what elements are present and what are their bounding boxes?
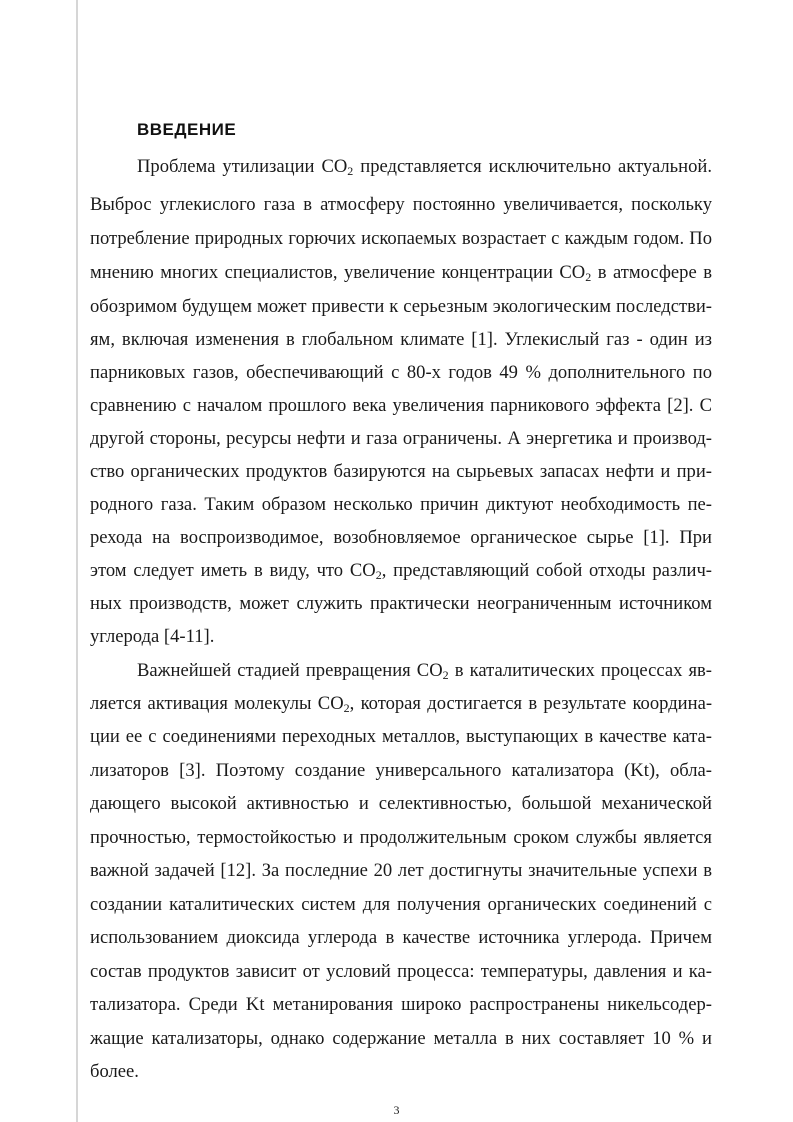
text-line: родного газа. Таким образом несколько причин диктуют необходимость пе- [90,494,712,515]
text-line: лизаторов [3]. Поэтому создание универсального катализатора (Kt), обла- [90,760,712,781]
text-line: сравнению с началом прошлого века увеличения парникового эффекта [2]. С [90,395,712,416]
text-line: использованием диоксида углерода в качестве источника углерода. Причем [90,927,712,948]
text-line: более. [90,1061,139,1082]
text-line: этом следует иметь в виду, что $CO_2$, представляющий собой отходы различ- [90,560,712,582]
text-line: ям, включая изменения в глобальном климате [1]. Углекислый газ - один из [90,329,712,350]
text-line: Выброс углекислого газа в атмосферу постоянно увеличивается, поскольку [90,194,712,215]
text-line: состав продуктов зависит от условий процесса: температуры, давления и ка- [90,961,712,982]
text-line: потребление природных горючих ископаемых возрастает с каждым годом. По [90,228,712,249]
text-line: ных производств, может служить практически неограниченным источником [90,593,712,614]
text-line: ство органических продуктов базируются на сырьевых запасах нефти и при- [90,461,712,482]
text-line: мнению многих специалистов, увеличение концентрации $CO_2$ в атмосфере в [90,262,712,284]
text-line: ции ее с соединениями переходных металлов, выступающих в качестве ката- [90,726,712,747]
text-line: создании каталитических систем для получения органических соединений с [90,894,712,915]
text-line: Проблема утилизации $CO_2$ представляется исключительно актуальной. [137,156,712,178]
text-line: дающего высокой активностью и селективностью, большой механической [90,793,712,814]
text-line: рехода на воспроизводимое, возобновляемое органическое сырье [1]. При [90,527,712,548]
text-line: углерода [4-11]. [90,626,215,647]
text-line: прочностью, термостойкостью и продолжительным сроком службы является [90,827,712,848]
text-line: Важнейшей стадией превращения $CO_2$ в каталитических процессах яв- [137,660,712,682]
page-number: 3 [393,1103,400,1117]
text-line: важной задачей [12]. За последние 20 лет достигнуты значительные успехи в [90,860,712,881]
text-line: жащие катализаторы, однако содержание металла в них составляет 10 % и [90,1028,712,1049]
section-heading: ВВЕДЕНИЕ [137,120,237,139]
text-line: ляется активация молекулы $CO_2$, которая достигается в результате координа- [90,693,713,715]
page-edge [76,0,78,1122]
text-line: другой стороны, ресурсы нефти и газа ограничены. А энергетика и производ- [90,428,712,449]
text-line: обозримом будущем может привести к серьезным экологическим последстви- [90,296,712,317]
text-line: тализатора. Среди Kt метанирования широко распространены никельсодер- [90,994,712,1015]
text-line: парниковых газов, обеспечивающий с 80-х годов 49 % дополнительного по [90,362,712,383]
